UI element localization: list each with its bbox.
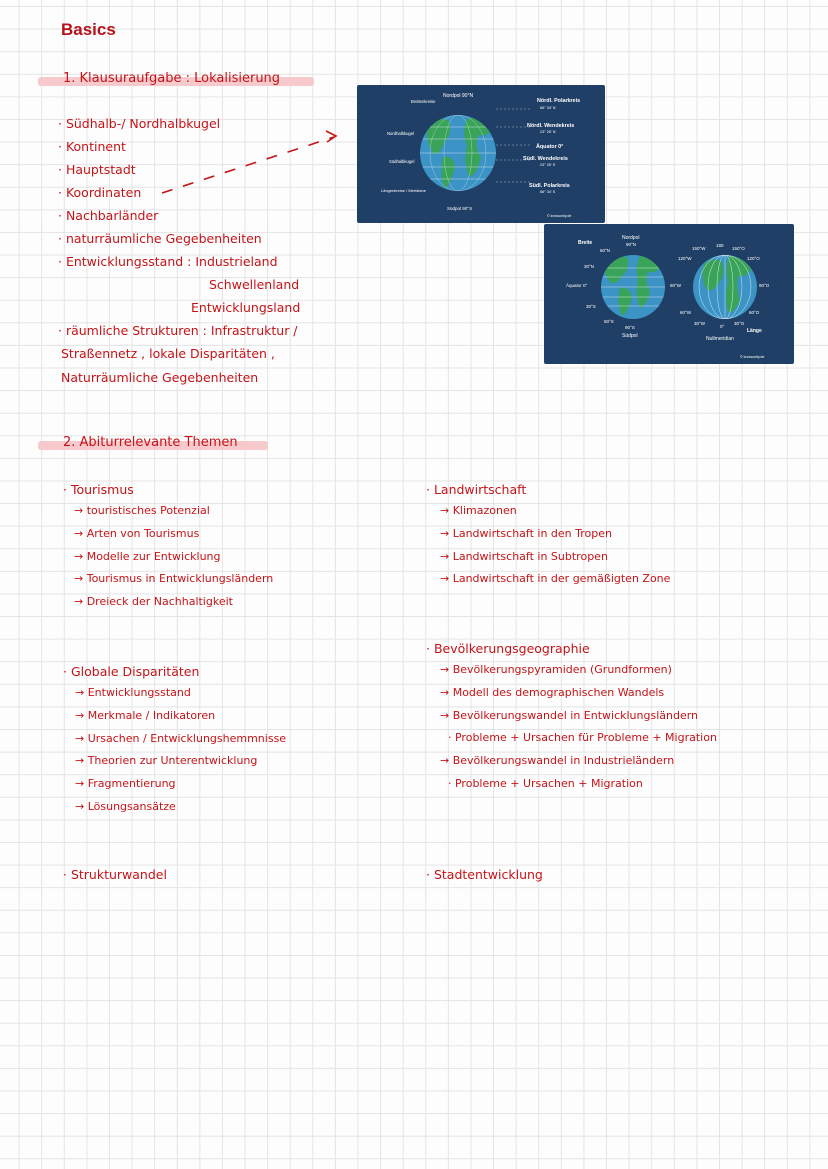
- globe2-label: Äquator 0°: [566, 283, 588, 288]
- list-item: → Fragmentierung: [75, 777, 176, 791]
- list-item: → Arten von Tourismus: [74, 526, 200, 540]
- globe2-label: 60°S: [604, 319, 614, 324]
- globe1-label: Längenkreise / Meridiane: [381, 188, 426, 193]
- globe2-label: Länge: [747, 328, 762, 334]
- list-item: → Bevölkerungspyramiden (Grundformen): [440, 663, 672, 676]
- globe2-label: 90°O: [759, 283, 770, 288]
- list-item: → Theorien zur Unterentwicklung: [75, 754, 258, 768]
- globe1-label: Südl. Polarkreis: [529, 183, 570, 189]
- list-item: → Klimazonen: [440, 504, 517, 517]
- topic-title-tourismus: · Tourismus: [63, 482, 134, 497]
- globe2-label: 90°W: [670, 283, 682, 288]
- globe2-label: Nullmeridian: [706, 336, 734, 342]
- globe1-label: Breitenkreise: [411, 99, 436, 104]
- dev-level-sub: Schwellenland: [209, 277, 300, 292]
- bevoelkerung-list: [440, 659, 717, 796]
- globe2-label: 30°N: [584, 264, 595, 269]
- topic-title-landwirtschaft: · Landwirtschaft: [426, 482, 527, 497]
- globe-diagram-coordinates: [544, 224, 794, 364]
- list-item: → Modelle zur Entwicklung: [74, 549, 221, 563]
- list-item: → Entwicklungsstand: [75, 686, 191, 699]
- list-item: → touristisches Potenzial: [74, 504, 210, 517]
- list-item: · naturräumliche Gegebenheiten: [58, 231, 262, 246]
- globe2-label: 150°W: [692, 246, 706, 251]
- list-item: → Tourismus in Entwicklungsländern: [74, 572, 274, 586]
- globe2-label: 150°O: [732, 246, 745, 251]
- list-item: · Probleme + Ursachen + Migration: [448, 776, 643, 790]
- list-item: · Südhalb-/ Nordhalbkugel: [58, 116, 221, 131]
- globe-diagram-latitudes: [357, 85, 605, 223]
- globe1-label: 66° 34' S: [540, 190, 556, 194]
- globe2-label: 0°: [720, 324, 725, 329]
- list-item: → Bevölkerungswandel in Entwicklungsländern: [440, 708, 699, 722]
- tourismus-list: [74, 500, 273, 614]
- globe1-north-pole: Nordpol 90°N: [443, 93, 474, 99]
- list-item: · Koordinaten: [58, 185, 142, 200]
- list-item: · Nachbarländer: [58, 208, 159, 223]
- image-credit: © knowunity.de: [547, 214, 572, 218]
- globe2-label: 120°W: [678, 256, 692, 261]
- list-item: → Landwirtschaft in der gemäßigten Zone: [440, 572, 671, 586]
- list-item: · Hauptstadt: [58, 162, 136, 177]
- globe2-label: 60°W: [680, 310, 692, 315]
- globe2-label: 30°S: [586, 304, 596, 309]
- globe2-label: 180: [716, 243, 724, 248]
- topic-title-bevoelkerung: · Bevölkerungsgeographie: [426, 641, 590, 656]
- list-item: · Probleme + Ursachen für Probleme + Migration: [448, 731, 717, 745]
- globe2-label: 90°N: [626, 242, 637, 247]
- list-item: → Landwirtschaft in Subtropen: [440, 549, 608, 563]
- dev-level-sub: Entwicklungsland: [191, 300, 301, 315]
- list-item: → Merkmale / Indikatoren: [75, 708, 216, 722]
- globe1-label: Nordhalbkugel: [387, 131, 415, 136]
- globe1-label: 23° 26' S: [540, 163, 556, 167]
- globe2-label: 30°W: [694, 321, 706, 326]
- structures-line: Naturräumliche Gegebenheiten: [61, 370, 259, 385]
- topic-title-stadtentwicklung: · Stadtentwicklung: [426, 867, 543, 882]
- globe2-label: 60°N: [600, 248, 611, 253]
- list-item: · Entwicklungsstand : Industrieland: [58, 254, 278, 269]
- globe1-label: Äquator 0°: [536, 144, 564, 150]
- list-item: → Landwirtschaft in den Tropen: [440, 526, 612, 540]
- section1-heading: 1. Klausuraufgabe : Lokalisierung: [63, 71, 281, 86]
- globe2-label: 120°O: [747, 256, 760, 261]
- list-item: → Modell des demographischen Wandels: [440, 685, 665, 699]
- list-item: → Ursachen / Entwicklungshemmnisse: [75, 731, 287, 745]
- topic-title-disparitaeten: · Globale Disparitäten: [63, 664, 200, 679]
- globe1-south-pole: Südpol 90°S: [447, 206, 473, 211]
- structures-line: Straßennetz , lokale Disparitäten ,: [61, 346, 275, 361]
- globe1-label: 23° 26' N: [540, 130, 556, 134]
- image-credit: © knowunity.de: [740, 355, 765, 359]
- globe2-label: 30°O: [734, 321, 745, 326]
- topic-title-strukturwandel: · Strukturwandel: [63, 867, 167, 882]
- globe1-label: Südl. Wendekreis: [523, 156, 568, 162]
- globe2-label: Nordpol: [622, 235, 640, 241]
- list-item: → Bevölkerungswandel in Industrieländern: [440, 754, 675, 768]
- globe2-label: 60°O: [749, 310, 760, 315]
- globe1-label: 66° 34' N: [540, 106, 556, 110]
- globe2-label: Südpol: [622, 333, 638, 339]
- list-item: · Kontinent: [58, 139, 126, 154]
- list-item: → Dreieck der Nachhaltigkeit: [74, 595, 233, 609]
- globe1-label: Nördl. Wendekreis: [527, 123, 575, 129]
- disparitaeten-list: [75, 682, 286, 819]
- section2-heading: 2. Abiturrelevante Themen: [63, 435, 238, 450]
- globe1-label: Südhalbkugel: [389, 159, 415, 164]
- list-item: → Lösungsansätze: [75, 799, 176, 813]
- globe2-label: 90°S: [625, 325, 635, 330]
- globe1-label: Nördl. Polarkreis: [537, 98, 581, 104]
- dashed-arrow-icon: [158, 125, 343, 200]
- structures-line: · räumliche Strukturen : Infrastruktur /: [58, 323, 298, 338]
- globe2-label: Breite: [578, 240, 593, 246]
- landwirtschaft-list: [440, 500, 670, 591]
- page-title: Basics: [61, 20, 116, 39]
